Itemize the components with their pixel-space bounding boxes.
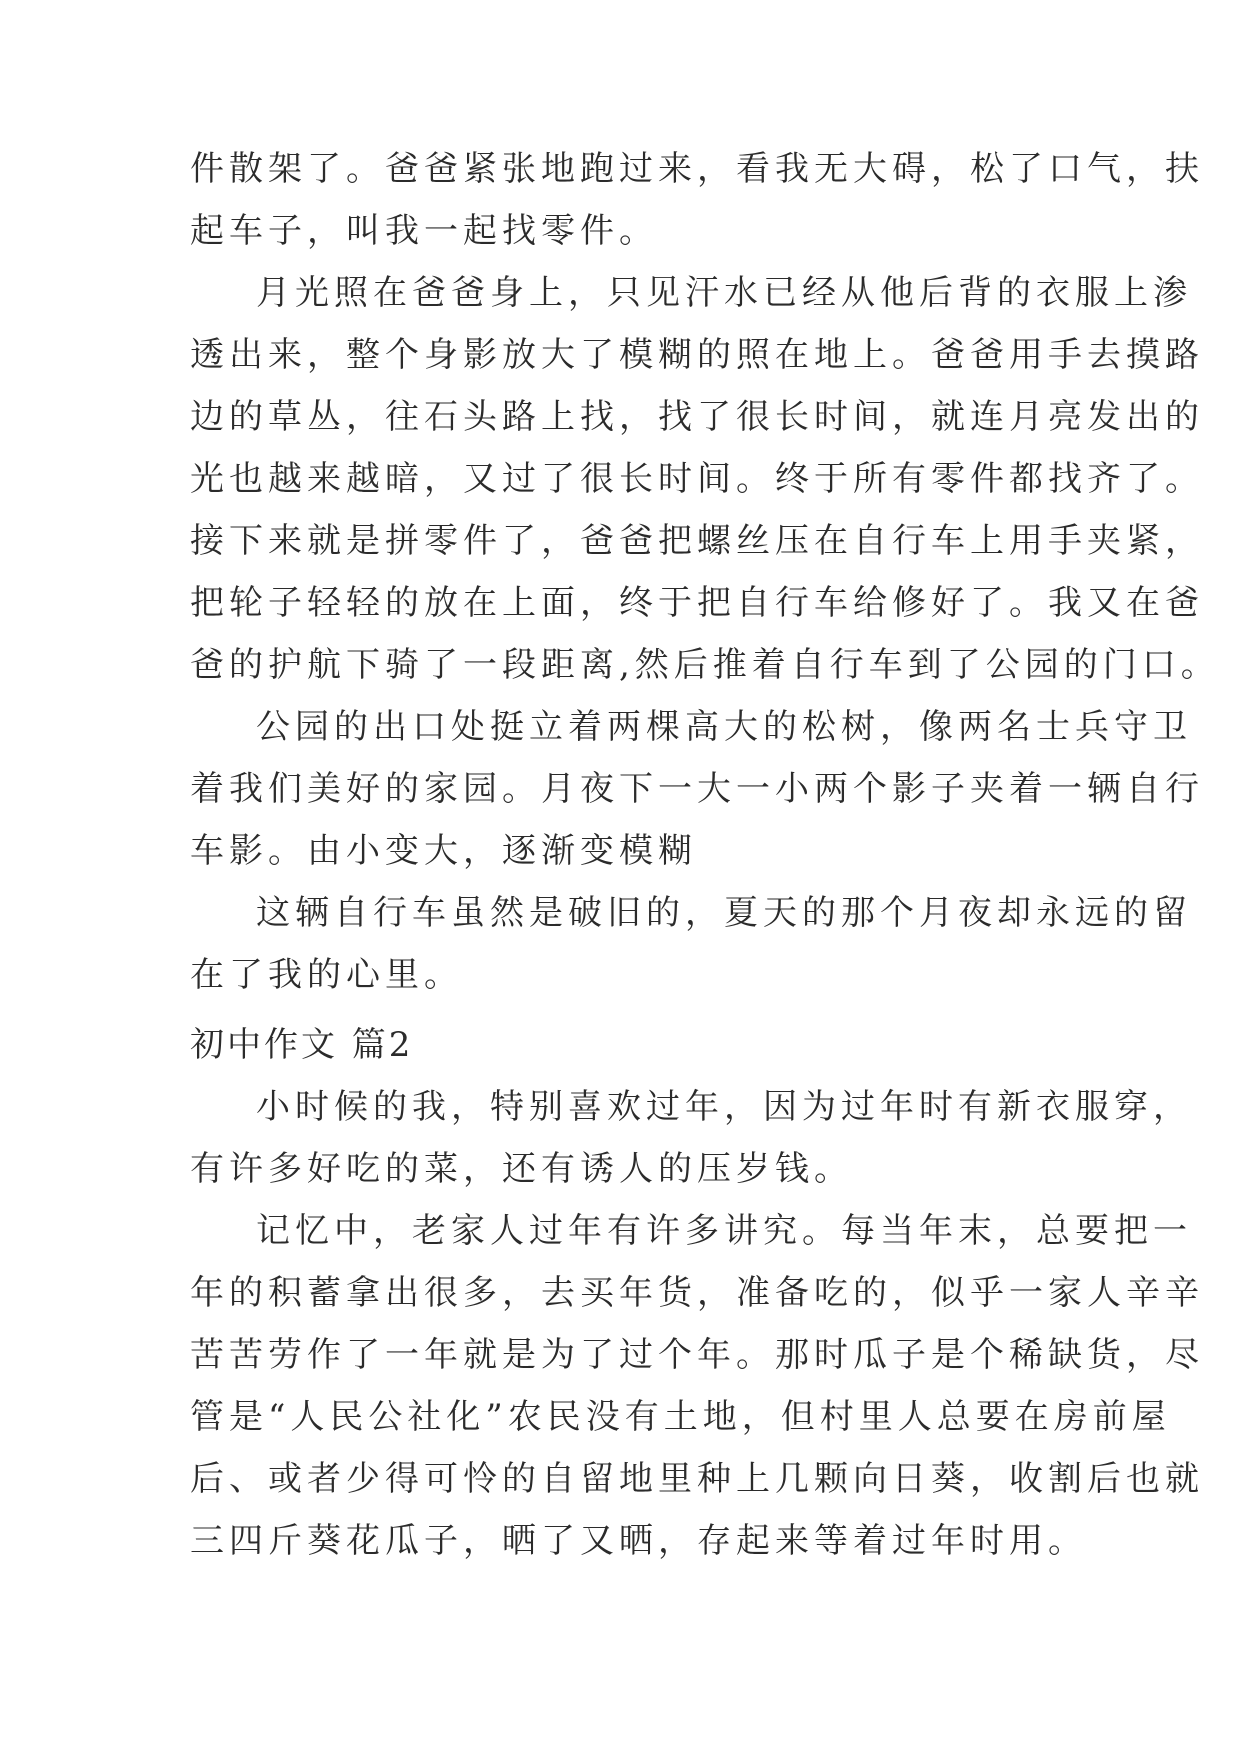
paragraph-line: 接下来就是拼零件了，爸爸把螺丝压在自行车上用手夹紧， <box>190 521 1204 561</box>
paragraph-line: 爸的护航下骑了一段距离,然后推着自行车到了公园的门口。 <box>190 645 1220 685</box>
paragraph-line: 小时候的我，特别喜欢过年，因为过年时有新衣服穿， <box>256 1087 1192 1127</box>
essay-2-body <box>190 1076 1204 1572</box>
paragraph-line: 着我们美好的家园。月夜下一大一小两个影子夹着一辆自行 <box>190 769 1204 809</box>
paragraph-line: 三四斤葵花瓜子，晒了又晒，存起来等着过年时用。 <box>190 1521 1087 1561</box>
paragraph-line: 管是“人民公社化”农民没有土地，但村里人总要在房前屋 <box>190 1397 1171 1437</box>
paragraph-line: 把轮子轻轻的放在上面，终于把自行车给修好了。我又在爸 <box>190 583 1204 623</box>
paragraph-line: 这辆自行车虽然是破旧的，夏天的那个月夜却永远的留 <box>256 893 1192 933</box>
section-heading <box>190 1014 1070 1076</box>
paragraph-line: 苦苦劳作了一年就是为了过个年。那时瓜子是个稀缺货，尽 <box>190 1335 1204 1375</box>
paragraph-line: 在了我的心里。 <box>190 955 463 995</box>
paragraph-line: 车影。由小变大，逐渐变模糊 <box>190 831 697 871</box>
paragraph-line: 起车子，叫我一起找零件。 <box>190 211 658 251</box>
paragraph-line: 月光照在爸爸身上，只见汗水已经从他后背的衣服上渗 <box>256 273 1192 313</box>
paragraph-line: 边的草丛，往石头路上找，找了很长时间，就连月亮发出的 <box>190 397 1204 437</box>
essay-1-continuation <box>190 138 1220 1006</box>
essay-2-title: 初中作文 篇2 <box>190 1025 414 1065</box>
paragraph-line: 光也越来越暗，又过了很长时间。终于所有零件都找齐了。 <box>190 459 1204 499</box>
paragraph-line: 有许多好吃的菜，还有诱人的压岁钱。 <box>190 1149 853 1189</box>
paragraph-line: 件散架了。爸爸紧张地跑过来，看我无大碍，松了口气，扶 <box>190 149 1204 189</box>
paragraph-line: 公园的出口处挺立着两棵高大的松树，像两名士兵守卫 <box>256 707 1192 747</box>
paragraph-line: 记忆中，老家人过年有许多讲究。每当年末，总要把一 <box>256 1211 1192 1251</box>
paragraph-line: 年的积蓄拿出很多，去买年货，准备吃的，似乎一家人辛辛 <box>190 1273 1204 1313</box>
paragraph-line: 后、或者少得可怜的自留地里种上几颗向日葵，收割后也就 <box>190 1459 1204 1499</box>
paragraph-line: 透出来，整个身影放大了模糊的照在地上。爸爸用手去摸路 <box>190 335 1204 375</box>
